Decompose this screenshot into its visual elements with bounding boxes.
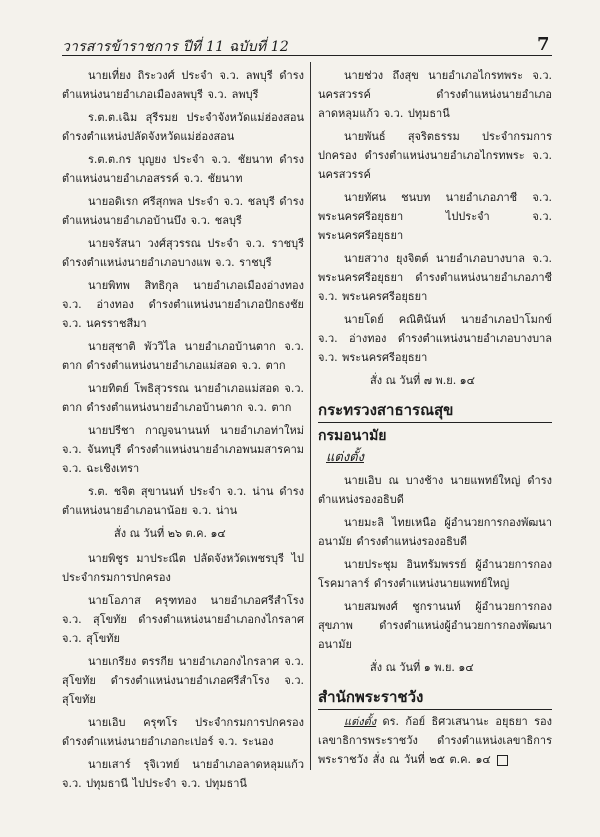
order-date: สั่ง ณ วันที่ ๑ พ.ย. ๑๔ [370, 661, 474, 674]
appoint-label: แต่งตั้ง [344, 715, 377, 728]
appointment-entry: นายสมพงศ์ ชูกรานนท์ ผู้อำนวยการกองสุขภาพ ดำรงตำแหน่งผู้อำนวยการกองพัฒนาอนามัย [318, 600, 552, 651]
appointment-entry: นายจรัสนา วงศ์สุวรรณ ประจำ จ.ว. ราชบุรี ดำรงตำแหน่งนายอำเภอบางแพ จ.ว. ราชบุรี [62, 237, 304, 269]
header-rule [62, 55, 552, 56]
appointment-entry: นายสวาง ยุงจิตต์ นายอำเภอบางบาล จ.ว. พระนครศรีอยุธยา ดำรงตำแหน่งนายอำเภอภาชี จ.ว. พระนครศรีอยุธยา [318, 252, 552, 303]
department-heading: กรมอนามัย [318, 428, 387, 444]
order-date: สั่ง ณ วันที่ ๒๖ ต.ค. ๑๔ [114, 527, 226, 540]
appointment-entry: นายพิชูร มาประณีต ปลัดจังหวัดเพชรบุรี ไปประจำกรมการปกครอง [62, 552, 304, 584]
appointment-entry: นายปรีชา กาญจนานนท์ นายอำเภอท่าใหม่ จ.ว. จันทบุรี ดำรงตำแหน่งนายอำเภอพนมสารคาม จ.ว. ฉะเชิงเทรา [62, 424, 304, 475]
appointment-entry [318, 712, 552, 769]
appointment-entry: นายทัศน ชนบท นายอำเภอภาชี จ.ว. พระนครศรีอยุธยา ไปประจำ จ.ว. พระนครศรีอยุธยา [318, 191, 552, 242]
order-date: สั่ง ณ วันที่ ๗ พ.ย. ๑๔ [370, 374, 475, 387]
page-number: 7 [537, 34, 550, 55]
appointment-entry: ร.ต.ต.เฉิม สุรีรมย ประจำจังหวัดแม่ฮ่องสอน ดำรงตำแหน่งปลัดจังหวัดแม่ฮ่องสอน [62, 111, 304, 143]
appointment-entry: นายพันธ์ สุจริตธรรม ประจำกรมการปกครอง ดำรงตำแหน่งนายอำเภอไกรทพระ จ.ว. นครสวรรค์ [318, 130, 552, 181]
appointment-entry: นายสุชาติ พัววิไล นายอำเภอบ้านตาก จ.ว. ตาก ดำรงตำแหน่งนายอำเภอแม่สอด จ.ว. ตาก [62, 340, 304, 372]
column-divider [310, 62, 311, 770]
appointment-entry: นายประชุม อินทรัมพรรย์ ผู้อำนวยการกองโรคมาลาร์ ดำรงตำแหน่งนายแพทย์ใหญ่ [318, 558, 552, 590]
appointment-entry: นายโดย์ คณิตินันท์ นายอำเภอป่าโมกข์ จ.ว. อ่างทอง ดำรงตำแหน่งนายอำเภอบางบาล จ.ว. พระนครศรีอยุธยา [318, 313, 552, 364]
appoint-label: แต่งตั้ง [326, 450, 364, 465]
appointment-entry: นายโอภาส ครุฑทอง นายอำเภอศรีสำโรง จ.ว. สุโขทัย ดำรงตำแหน่งนายอำเภอกงไกรลาศ จ.ว. สุโขทัย [62, 594, 304, 645]
running-title: วารสารข้าราชการ ปีที่ 11 ฉบับที่ 12 [62, 39, 290, 55]
appointment-entry: ร.ต. ชจิต สุขานนท์ ประจำ จ.ว. น่าน ดำรงตำแหน่งนายอำเภอนาน้อย จ.ว. น่าน [62, 485, 304, 517]
appointment-entry: นายอดิเรก ศรีสุกพล ประจำ จ.ว. ชลบุรี ดำรงตำแหน่งนายอำเภอบ้านบึง จ.ว. ชลบุรี [62, 195, 304, 227]
appointment-entry: นายเอิบ ณ บางช้าง นายแพทย์ใหญ่ ดำรงตำแหน่งรองอธิบดี [318, 474, 552, 506]
appointment-entry: นายเที่ยง ถิระวงศ์ ประจำ จ.ว. ลพบุรี ดำรงตำแหน่งนายอำเภอเมืองลพบุรี จ.ว. ลพบุรี [62, 69, 304, 101]
appointment-entry: นายมะลิ ไทยเหนือ ผู้อำนวยการกองพัฒนาอนามัย ดำรงตำแหน่งรองอธิบดี [318, 516, 552, 548]
appointment-entry: นายพิทพ สิทธิกุล นายอำเภอเมืองอ่างทอง จ.ว. อ่างทอง ดำรงตำแหน่งนายอำเภอปักธงชัย จ.ว. นครราชสีมา [62, 279, 304, 330]
end-mark-icon [497, 755, 508, 766]
appointment-entry: นายเสาร์ รุจิเวทย์ นายอำเภอลาดหลุมแก้ว จ.ว. ปทุมธานี ไปประจำ จ.ว. ปทุมธานี [62, 758, 304, 790]
final-entry-text: ดร. ก้อย์ ธิศวเสนานะ อยุธยา รองเลขาธิการพระราชวัง ดำรงตำแหน่งเลขาธิการพระราชวัง สั่ง ณ วันที่ ๒๕ ต.ค. ๑๔ [318, 715, 552, 766]
appointment-entry: นายทิตย์ โพธิสุวรรณ นายอำเภอแม่สอด จ.ว. ตาก ดำรงตำแหน่งนายอำเภอบ้านตาก จ.ว. ตาก [62, 382, 304, 414]
appointment-entry: นายเอิบ ครุฑโร ประจำกรมการปกครอง ดำรงตำแหน่งนายอำเภอกะเปอร์ จ.ว. ระนอง [62, 716, 304, 748]
ministry-heading: กระทรวงสาธารณสุข [318, 400, 552, 423]
appointment-entry: นายเกรียง ตรรกีย นายอำเภอกงไกรลาศ จ.ว. สุโขทัย ดำรงตำแหน่งนายอำเภอศรีสำโรง จ.ว. สุโขทัย [62, 655, 304, 706]
left-column [62, 66, 304, 797]
ministry-heading: สำนักพระราชวัง [318, 687, 552, 710]
right-column [318, 66, 552, 773]
appointment-entry: ร.ต.ต.กร บุญยง ประจำ จ.ว. ชัยนาท ดำรงตำแหน่งนายอำเภอสรรค์ จ.ว. ชัยนาท [62, 153, 304, 185]
appointment-entry: นายช่วง ถึงสุข นายอำเภอไกรทพระ จ.ว. นครสวรรค์ ดำรงตำแหน่งนายอำเภอลาดหลุมแก้ว จ.ว. ปทุมธานี [318, 69, 552, 120]
